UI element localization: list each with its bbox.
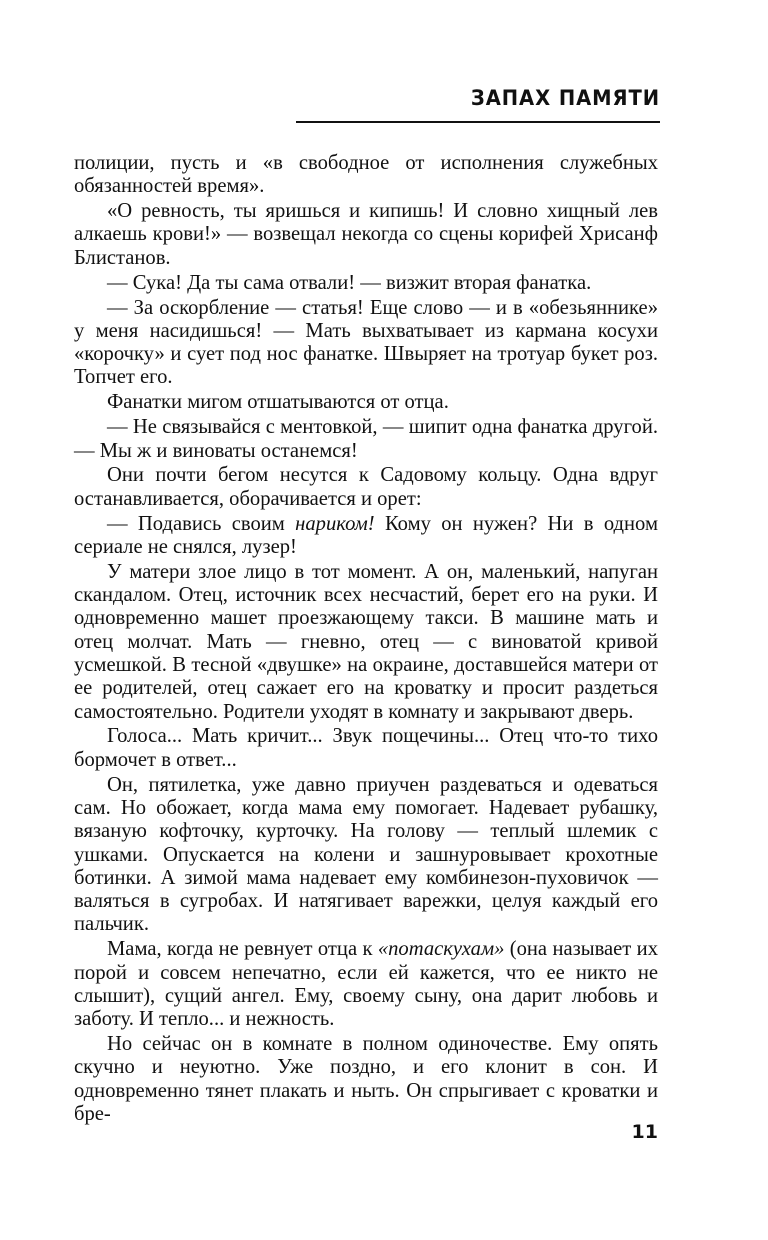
paragraph	[74, 464, 658, 511]
text-run: (она называет их порой и совсем непечатно, если ей кажется, что ее никто не слышит), сущий ангел. Ему, своему сыну, она дарит любовь и заботу. И тепло... и нежность.	[74, 938, 658, 1031]
paragraph	[74, 561, 658, 724]
text-run: Кому он нужен? Ни в одном сериале не снялся, лузер!	[74, 512, 658, 558]
text-run: Но сейчас он в комнате в полном одиночестве. Ему опять скучно и неуютно. Уже поздно, и его клонит в сон. И одновременно тянет плакать и ныть. Он спрыгивает с кроватки и бре-	[74, 1033, 658, 1125]
paragraph	[74, 938, 658, 1031]
page-number: 11	[631, 1121, 658, 1143]
text-run: — Сука! Да ты сама отвали! — визжит вторая фанатка.	[107, 271, 592, 294]
text-run: полиции, пусть и «в свободное от исполнения служебных обязанностей время».	[74, 152, 658, 198]
italic-text: нариком!	[295, 512, 375, 535]
header-rule	[296, 121, 660, 123]
paragraph	[74, 152, 658, 199]
text-run: Фанатки мигом отшатываются от отца.	[107, 391, 449, 414]
text-run: У матери злое лицо в тот момент. А он, маленький, напуган скандалом. Отец, источник всех несчастий, берет его на руки. И одновременно машет проезжающему такси. В машине мать и отец молчат. Мать — гневно, отец — с виноватой кривой усмешкой. В тесной «двушке» на окраине, доставшейся матери от ее родителей, отец сажает его на кроватку и просит раздеться самостоятельно. Родители уходят в комнату и закрывают дверь.	[74, 560, 658, 723]
running-header: ЗАПАХ ПАМЯТИ	[470, 86, 660, 110]
text-run: Мама, когда не ревнует отца к	[107, 938, 378, 961]
paragraph	[74, 416, 658, 463]
text-run: Они почти бегом несутся к Садовому кольцу. Одна вдруг останавливается, оборачивается и орет:	[74, 464, 658, 510]
text-run: — За оскорбление — статья! Еще слово — и в «обезьяннике» у меня насидишься! — Мать выхватывает из кармана косухи «корочку» и сует под нос фанатке. Швыряет на тротуар букет роз. Топчет его.	[74, 296, 658, 389]
text-run: — Не связывайся с ментовкой, — шипит одна фанатка другой. — Мы ж и виноваты останемся!	[74, 416, 658, 462]
text-run: Он, пятилетка, уже давно приучен раздеваться и одеваться сам. Но обожает, когда мама ему помогает. Надевает рубашку, вязаную кофточку, курточку. На голову — теплый шлемик с ушками. Опускается на колени и зашнуровывает крохотные ботинки. А зимой мама надевает ему комбинезон-пуховичок — валяться в сугробах. И натягивает варежки, целуя каждый его пальчик.	[74, 773, 658, 936]
text-run: «О ревность, ты яришься и кипишь! И словно хищный лев алкаешь крови!» — возвещал некогда со сцены корифей Хрисанф Блистанов.	[74, 200, 658, 269]
text-run: Голоса... Мать кричит... Звук пощечины... Отец что-то тихо бормочет в ответ...	[74, 725, 658, 771]
paragraph	[74, 391, 658, 414]
italic-text: «потаскухам»	[377, 938, 505, 961]
paragraph	[74, 200, 658, 270]
paragraph	[74, 297, 658, 390]
paragraph	[74, 725, 658, 772]
paragraph	[74, 1033, 658, 1126]
paragraph	[74, 272, 658, 295]
paragraph	[74, 774, 658, 937]
paragraph	[74, 513, 658, 560]
page-text	[74, 152, 658, 1128]
text-run: — Подавись своим	[107, 512, 296, 535]
